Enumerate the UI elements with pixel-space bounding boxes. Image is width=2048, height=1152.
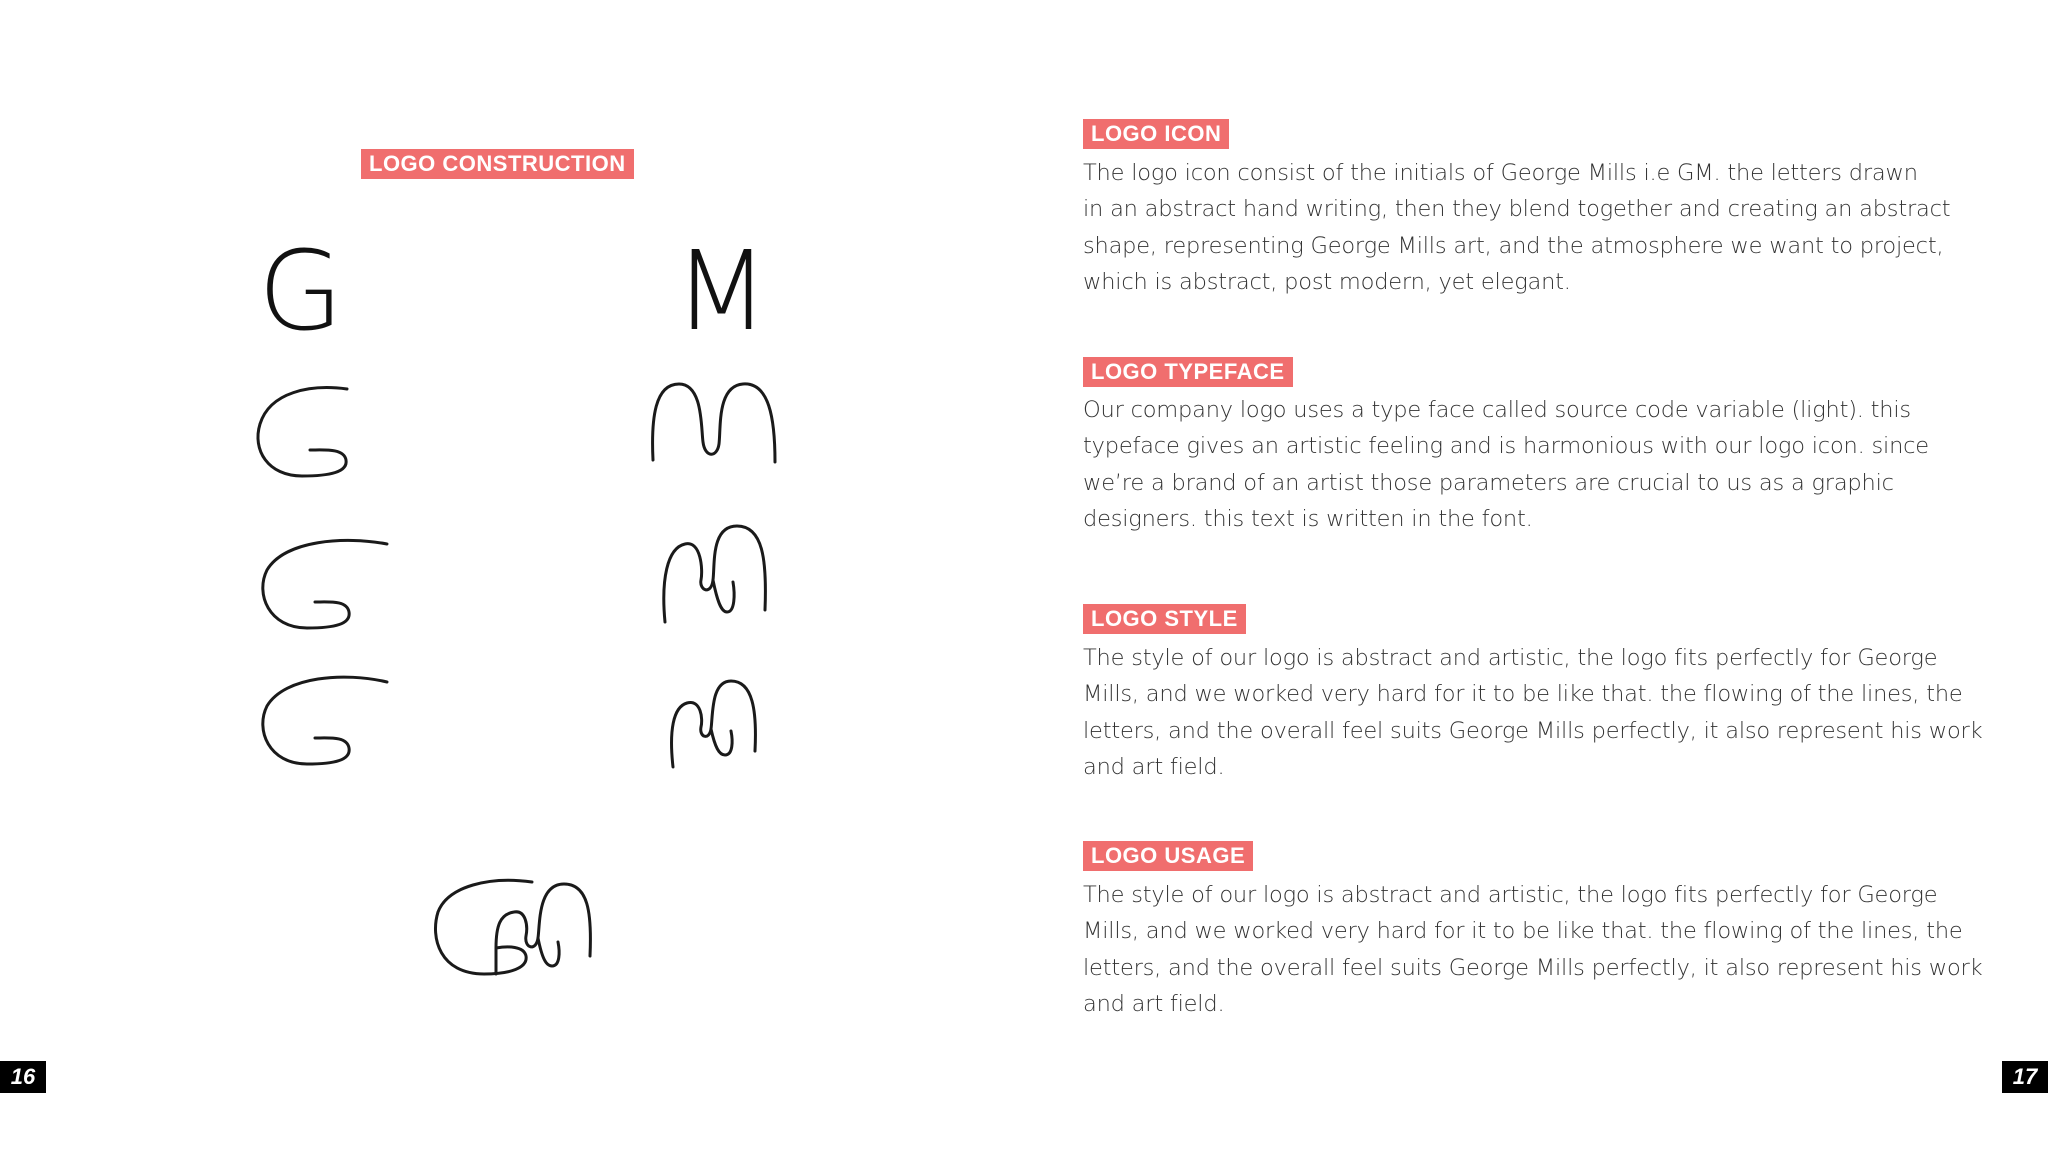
paragraph-line: letters, and the overall feel suits George Mills perfectly, it also represent his work [1083,717,1983,744]
logo-icon-heading: LOGO ICON [1083,119,1229,149]
page-number-left: 16 [0,1061,46,1093]
paragraph-line: typeface gives an artistic feeling and is harmonious with our logo icon. since [1083,433,1929,460]
paragraph-line: designers. this text is written in the font. [1083,506,1533,533]
paragraph-line: letters, and the overall feel suits George Mills perfectly, it also represent his work [1083,954,1983,981]
paragraph-line: and art field. [1083,754,1225,781]
paragraph-line: Our company logo uses a type face called source code variable (light). this [1083,397,1911,423]
paragraph-line: which is abstract, post modern, yet elegant. [1083,269,1571,296]
g-sketch-step-3 [255,666,405,776]
m-sketch-step-1 [645,378,785,468]
m-sketch-step-2 [657,520,777,630]
paragraph-line: Mills, and we worked very hard for it to be like that. the flowing of the lines, the [1083,918,1963,945]
gm-logo-mark [430,876,600,981]
paragraph-line: in an abstract hand writing, then they blend together and creating an abstract [1083,196,1951,223]
logo-icon-paragraph [1083,155,1963,301]
paragraph-line: Mills, and we worked very hard for it to be like that. the flowing of the lines, the [1083,681,1963,708]
letter-m-typeset: M [674,227,769,355]
logo-style-heading: LOGO STYLE [1083,604,1246,634]
paragraph-line: shape, representing George Mills art, and the atmosphere we want to project, [1083,232,1944,259]
paragraph-line: The style of our logo is abstract and artistic, the logo fits perfectly for George [1083,645,1938,671]
logo-usage-paragraph [1083,877,1983,1023]
paragraph-line: and art field. [1083,991,1225,1018]
logo-typeface-heading: LOGO TYPEFACE [1083,357,1293,387]
page-number-right: 17 [2002,1061,2048,1093]
paragraph-line: we’re a brand of an artist those parameters are crucial to us as a graphic [1083,469,1894,496]
logo-construction-heading: LOGO CONSTRUCTION [361,149,634,179]
g-sketch-step-1 [250,378,370,488]
logo-typeface-paragraph [1083,392,1963,538]
g-sketch-step-2 [255,530,405,640]
paragraph-line: The style of our logo is abstract and artistic, the logo fits perfectly for George [1083,882,1938,908]
letter-g-typeset: G [258,227,344,355]
paragraph-line: The logo icon consist of the initials of George Mills i.e GM. the letters drawn [1083,160,1918,186]
m-sketch-step-3 [665,675,765,775]
logo-usage-heading: LOGO USAGE [1083,841,1253,871]
logo-style-paragraph [1083,640,1983,786]
